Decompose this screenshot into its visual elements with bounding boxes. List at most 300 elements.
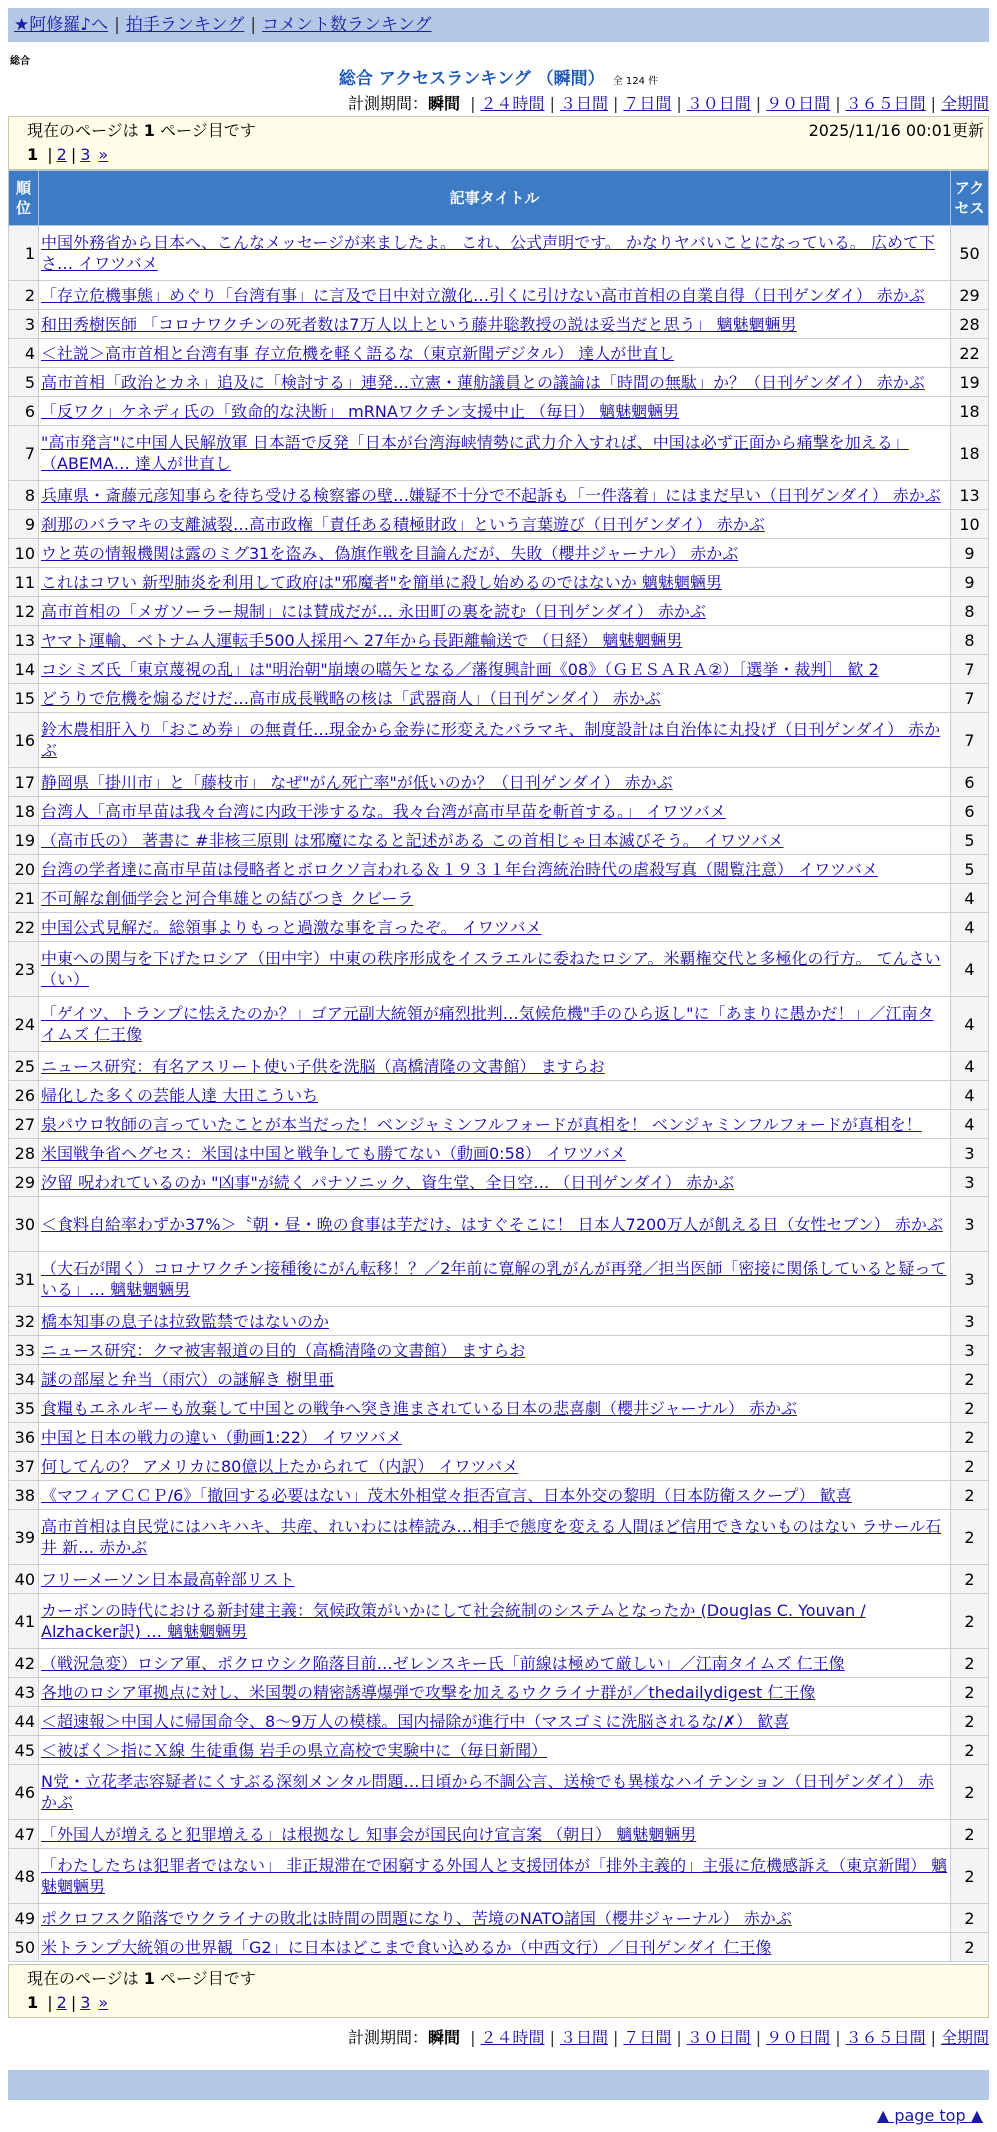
period-separator: | (676, 94, 682, 113)
period-label: 計測期間： (348, 94, 429, 113)
rank-cell: 10 (9, 539, 39, 568)
title-cell (39, 426, 951, 481)
title-cell (39, 1820, 951, 1849)
page-info-number: 1 (143, 1969, 155, 1988)
page-info-suffix: ページ目です (160, 1969, 256, 1988)
article-link[interactable]: これはコワい 新型肺炎を利用して政府は"邪魔者"を簡単に殺し始めるのではないか 魑魅魍魎男 (41, 572, 722, 592)
article-link[interactable]: 帰化した多くの芸能人達 大田こういち (41, 1085, 319, 1105)
access-count-cell: 2 (951, 1510, 989, 1565)
title-cell (39, 684, 951, 713)
article-link[interactable]: （高市氏の） 著書に #非核三原則 は邪魔になると記述がある この首相じゃ日本滅びそう。 イワツバメ (41, 830, 784, 850)
article-link[interactable]: ＜被ばく＞指にＸ線 生徒重傷 岩手の県立高校で実験中に（毎日新聞） (41, 1740, 548, 1760)
table-row (9, 339, 989, 368)
access-count-cell: 19 (951, 368, 989, 397)
table-row (9, 1394, 989, 1423)
access-count-cell: 6 (951, 797, 989, 826)
access-count-cell: 4 (951, 1081, 989, 1110)
rank-cell: 15 (9, 684, 39, 713)
rank-cell: 18 (9, 797, 39, 826)
access-count-cell: 4 (951, 997, 989, 1052)
article-link[interactable]: 米トランプ大統領の世界観「G2」に日本はどこまで食い込めるか（中西文行）／日刊ゲンダイ 仁王像 (41, 1937, 772, 1957)
rank-cell: 19 (9, 826, 39, 855)
table-row (9, 1510, 989, 1565)
title-cell (39, 1081, 951, 1110)
table-row (9, 1481, 989, 1510)
page-info-box-bottom (8, 1964, 989, 2018)
period-link-6[interactable]: 全期間 (940, 94, 989, 113)
title-cell (39, 1510, 951, 1565)
table-row (9, 655, 989, 684)
period-separator: | (470, 2028, 476, 2047)
period-link-2[interactable]: ７日間 (623, 2028, 672, 2047)
rank-cell: 22 (9, 913, 39, 942)
period-link-5[interactable]: ３６５日間 (845, 2028, 926, 2047)
rank-cell: 45 (9, 1736, 39, 1765)
rank-cell: 39 (9, 1510, 39, 1565)
rank-cell: 49 (9, 1904, 39, 1933)
table-row (9, 1197, 989, 1252)
nav-separator: | (250, 15, 257, 35)
article-link[interactable]: 静岡県「掛川市」と「藤枝市」 なぜ"がん死亡率"が低いのか？（日刊ゲンダイ） 赤かぶ (41, 772, 673, 792)
period-link-2[interactable]: ７日間 (623, 94, 672, 113)
title-cell (39, 1707, 951, 1736)
page-info-number: 1 (143, 121, 155, 140)
table-row (9, 1820, 989, 1849)
article-link[interactable]: フリーメーソン日本最高幹部リスト (41, 1569, 295, 1589)
table-row (9, 1307, 989, 1336)
nav-link-applause-ranking[interactable]: 拍手ランキング (125, 15, 245, 35)
article-link[interactable]: 鈴木農相肝入り「おこめ券」の無責任…現金から金券に形変えたバラマキ、制度設計は自治体に丸投げ（日刊ゲンダイ） 赤かぶ (41, 720, 941, 760)
article-link[interactable]: （戦況急変）ロシア軍、ポクロウシク陥落目前…ゼレンスキー氏「前線は極めて厳しい」／江南タイムズ 仁王像 (41, 1653, 845, 1673)
period-link-0[interactable]: ２４時間 (480, 2028, 545, 2047)
article-link[interactable]: ＜食料自給率わずか37%＞〝朝・昼・晩の食事は芋だけ〟はすぐそこに！ 日本人7200万人が飢える日（女性セブン） 赤かぶ (41, 1214, 943, 1234)
rank-cell: 25 (9, 1052, 39, 1081)
access-count-cell: 9 (951, 539, 989, 568)
access-count-cell: 2 (951, 1423, 989, 1452)
table-row (9, 826, 989, 855)
nav-separator: | (114, 15, 120, 35)
title-cell (39, 1649, 951, 1678)
rank-cell: 5 (9, 368, 39, 397)
access-count-cell: 7 (951, 655, 989, 684)
pager (27, 142, 984, 167)
access-count-cell: 3 (951, 1307, 989, 1336)
period-link-4[interactable]: ９０日間 (766, 2028, 831, 2047)
header-rank: 順 位 (9, 171, 39, 226)
rank-cell: 8 (9, 481, 39, 510)
article-link[interactable]: 高市首相「政治とカネ」追及に「検討する」連発…立憲・蓮舫議員との議論は「時間の無駄」か？（日刊ゲンダイ） 赤かぶ (41, 372, 925, 392)
period-link-0[interactable]: ２４時間 (480, 94, 545, 113)
rank-cell: 13 (9, 626, 39, 655)
period-separator: | (930, 94, 936, 113)
rank-cell: 4 (9, 339, 39, 368)
rank-cell: 24 (9, 997, 39, 1052)
article-link[interactable]: 食糧もエネルギーも放棄して中国との戦争へ突き進まされている日本の悲喜劇（櫻井ジャーナル） 赤かぶ (41, 1398, 797, 1418)
title-cell (39, 1765, 951, 1820)
title-cell (39, 1252, 951, 1307)
article-link[interactable]: 謎の部屋と弁当（雨穴）の謎解き 樹里亜 (41, 1369, 335, 1389)
period-selector-bottom (8, 2026, 989, 2050)
access-count-cell: 2 (951, 1565, 989, 1594)
table-row (9, 1110, 989, 1139)
table-row (9, 1736, 989, 1765)
rank-cell: 2 (9, 281, 39, 310)
page-top-link[interactable]: ▲ page top ▲ (876, 2106, 983, 2125)
access-count-cell: 18 (951, 397, 989, 426)
table-row (9, 1765, 989, 1820)
page-info-prefix: 現在のページは (27, 1969, 139, 1988)
article-link[interactable]: 高市首相は自民党にはハキハキ、共産、れいわには棒読み…相手で態度を変える人間ほど信用できないものはない ラサール石井 新… 赤かぶ (41, 1517, 942, 1557)
table-row (9, 1565, 989, 1594)
rank-cell: 29 (9, 1168, 39, 1197)
rank-cell: 6 (9, 397, 39, 426)
title-cell (39, 855, 951, 884)
access-count-cell: 50 (951, 226, 989, 281)
table-row (9, 368, 989, 397)
title-cell (39, 539, 951, 568)
access-count-cell: 2 (951, 1736, 989, 1765)
table-row (9, 1365, 989, 1394)
access-count-cell: 2 (951, 1394, 989, 1423)
access-count-cell: 10 (951, 510, 989, 539)
table-row (9, 1707, 989, 1736)
table-row (9, 481, 989, 510)
title-cell (39, 1849, 951, 1904)
article-link[interactable]: 台湾人「高市早苗は我々台湾に内政干渉するな。我々台湾が高市早苗を斬首する。」 イワツバメ (41, 801, 726, 821)
pager-link-0[interactable]: 2 (56, 145, 67, 164)
period-separator: | (755, 2028, 762, 2047)
table-row (9, 997, 989, 1052)
title-cell (39, 1933, 951, 1962)
table-row (9, 1139, 989, 1168)
title-cell (39, 1594, 951, 1649)
access-count-cell: 4 (951, 942, 989, 997)
footer-bar (8, 2070, 989, 2100)
article-link[interactable]: 泉パウロ牧師の言っていたことが本当だった！ベンジャミンフルフォードが真相を！ ベンジャミンフルフォードが真相を！ (41, 1114, 922, 1134)
ranking-body (9, 226, 989, 1962)
table-row (9, 684, 989, 713)
title-cell (39, 281, 951, 310)
pager-separator: | (70, 145, 77, 164)
table-row (9, 913, 989, 942)
access-count-cell: 3 (951, 1336, 989, 1365)
title-cell (39, 1394, 951, 1423)
table-row (9, 281, 989, 310)
access-count-cell: 2 (951, 1904, 989, 1933)
table-row (9, 1252, 989, 1307)
article-link[interactable]: （大石が聞く）コロナワクチン接種後にがん転移！？／2年前に寛解の乳がんが再発／担当医師「密接に関係していると疑っている」… 魑魅魍魎男 (41, 1259, 947, 1299)
period-link-5[interactable]: ３６５日間 (845, 94, 926, 113)
nav-link-asyura[interactable]: ★阿修羅♪へ (14, 15, 109, 35)
title-cell (39, 1168, 951, 1197)
access-count-cell: 2 (951, 1481, 989, 1510)
title-cell (39, 310, 951, 339)
title-cell (39, 1423, 951, 1452)
article-link[interactable]: 中国外務省から日本へ、こんなメッセージが来ましたよ。 これ、公式声明です。 かなりヤバいことになっている。 広めて下さ… イワツバメ (41, 233, 935, 273)
article-link[interactable]: 不可解な創価学会と河合隼雄との結びつき クビーラ (41, 888, 414, 908)
access-count-cell: 18 (951, 426, 989, 481)
article-link[interactable]: ウと英の情報機関は露のミグ31を盗み、偽旗作戦を目論んだが、失敗（櫻井ジャーナル） 赤かぶ (41, 543, 739, 563)
title-cell (39, 1307, 951, 1336)
pager-current: 1 (27, 145, 39, 164)
title-cell (39, 510, 951, 539)
article-link[interactable]: 和田秀樹医師 「コロナワクチンの死者数は7万人以上という藤井聡教授の説は妥当だと思う」 魑魅魍魎男 (41, 314, 797, 334)
article-link[interactable]: 中東への関与を下げたロシア（田中宇）中東の秩序形成をイスラエルに委ねたロシア。米覇権交代と多極化の行方。 てんさい（い） (41, 949, 941, 989)
rank-cell: 31 (9, 1252, 39, 1307)
period-link-4[interactable]: ９０日間 (766, 94, 831, 113)
title-cell (39, 1481, 951, 1510)
access-count-cell: 4 (951, 884, 989, 913)
period-selector (8, 92, 989, 116)
title-cell (39, 997, 951, 1052)
title-cell (39, 1452, 951, 1481)
access-count-cell: 5 (951, 855, 989, 884)
article-link[interactable]: ＜社説＞高市首相と台湾有事 存立危機を軽く語るな（東京新聞デジタル） 達人が世直し (41, 343, 675, 363)
article-link[interactable]: ヤマト運輸、ベトナム人運転手500人採用へ 27年から長距離輸送で （日経） 魑魅魍魎男 (41, 630, 683, 650)
rank-cell: 17 (9, 768, 39, 797)
page-info-line-bottom (27, 1965, 984, 1990)
table-row (9, 626, 989, 655)
rank-cell: 9 (9, 510, 39, 539)
title-cell (39, 655, 951, 684)
title-cell (39, 942, 951, 997)
article-link[interactable]: 「ゲイツ、トランプに怯えたのか？」ゴア元副大統領が痛烈批判…気候危機"手のひら返し"に「あまりに愚かだ！」／江南タイムズ 仁王像 (41, 1004, 934, 1044)
table-row (9, 855, 989, 884)
rank-cell: 46 (9, 1765, 39, 1820)
access-count-cell: 7 (951, 684, 989, 713)
rank-cell: 7 (9, 426, 39, 481)
article-link[interactable]: 台湾の学者達に高市早苗は侵略者とボロクソ言われる＆１９３１年台湾統治時代の虐殺写真（閲覧注意） イワツバメ (41, 859, 878, 879)
article-link[interactable]: 中国と日本の戦力の違い（動画1:22） イワツバメ (41, 1427, 402, 1447)
article-link[interactable]: 各地のロシア軍拠点に対し、米国製の精密誘導爆弾で攻撃を加えるウクライナ群が／thedailydigest 仁王像 (41, 1682, 816, 1702)
table-row (9, 1168, 989, 1197)
article-link[interactable]: カーボンの時代における新封建主義：気候政策がいかにして社会統制のシステムとなったか (Douglas C. Youvan / Alzhacker訳) … 魑魅魍魎男 (41, 1601, 866, 1641)
access-count-cell: 4 (951, 1052, 989, 1081)
title-cell (39, 768, 951, 797)
rank-cell: 23 (9, 942, 39, 997)
table-row (9, 942, 989, 997)
access-count-cell: 4 (951, 913, 989, 942)
period-separator: | (470, 94, 476, 113)
article-link[interactable]: 何してんの？ アメリカに80億以上たかられて（内訳） イワツバメ (41, 1456, 519, 1476)
access-count-cell: 2 (951, 1452, 989, 1481)
title-cell (39, 1904, 951, 1933)
period-separator: | (676, 2028, 682, 2047)
page-heading (8, 66, 989, 92)
period-separator: | (835, 2028, 841, 2047)
article-link[interactable]: ポクロフスク陥落でウクライナの敗北は時間の問題になり、苦境のNATO諸国（櫻井ジャーナル） 赤かぶ (41, 1908, 792, 1928)
title-cell (39, 1110, 951, 1139)
page-info-suffix: ページ目です (160, 121, 256, 140)
article-link[interactable]: 「存立危機事態」めぐり「台湾有事」に言及で日中対立激化…引くに引けない高市首相の自業自得（日刊ゲンダイ） 赤かぶ (41, 285, 925, 305)
title-cell (39, 568, 951, 597)
table-row (9, 1933, 989, 1962)
period-separator: | (835, 94, 841, 113)
rank-cell: 11 (9, 568, 39, 597)
access-count-cell: 9 (951, 568, 989, 597)
access-count-cell: 8 (951, 597, 989, 626)
period-link-1[interactable]: ３日間 (559, 2028, 608, 2047)
title-cell (39, 626, 951, 655)
title-cell (39, 1139, 951, 1168)
rank-cell: 21 (9, 884, 39, 913)
article-link[interactable]: どうりで危機を煽るだけだ…高市成長戦略の核は「武器商人」（日刊ゲンダイ） 赤かぶ (41, 688, 661, 708)
title-cell (39, 1736, 951, 1765)
access-count-cell: 6 (951, 768, 989, 797)
article-link[interactable]: 刹那のバラマキの支離滅裂…高市政権「責任ある積極財政」という言葉遊び（日刊ゲンダイ） 赤かぶ (41, 514, 765, 534)
table-row (9, 539, 989, 568)
access-count-cell: 3 (951, 1252, 989, 1307)
updated-timestamp: 2025/11/16 00:01更新 (808, 121, 984, 140)
nav-link-comment-ranking[interactable]: コメント数ランキング (262, 15, 432, 35)
access-count-cell: 2 (951, 1820, 989, 1849)
pager-link-0[interactable]: 2 (56, 1993, 67, 2012)
article-link[interactable]: 《マフィアＣＣＰ/6》「撤回する必要はない」茂木外相堂々拒否宣言、日本外交の黎明（日本防衛スクープ） 歓喜 (41, 1485, 852, 1505)
period-separator: | (612, 2028, 619, 2047)
table-row (9, 768, 989, 797)
title-cell (39, 1197, 951, 1252)
access-count-cell: 2 (951, 1649, 989, 1678)
title-cell (39, 826, 951, 855)
period-current: 瞬間 (428, 94, 461, 113)
table-row (9, 226, 989, 281)
access-count-cell: 28 (951, 310, 989, 339)
table-row (9, 397, 989, 426)
pager-link-1[interactable]: 3 (80, 145, 91, 164)
pager-link-1[interactable]: 3 (80, 1993, 91, 2012)
rank-cell: 47 (9, 1820, 39, 1849)
page-title: 総合 アクセスランキング （瞬間） (338, 69, 605, 89)
title-cell (39, 397, 951, 426)
title-cell (39, 1052, 951, 1081)
period-separator: | (930, 2028, 936, 2047)
title-cell (39, 913, 951, 942)
period-link-6[interactable]: 全期間 (940, 2028, 989, 2047)
title-cell (39, 1565, 951, 1594)
rank-cell: 14 (9, 655, 39, 684)
title-cell (39, 339, 951, 368)
article-link[interactable]: 「わたしたちは犯罪者ではない」 非正規滞在で困窮する外国人と支援団体が「排外主義的」主張に危機感訴え（東京新聞） 魑魅魍魎男 (41, 1856, 948, 1896)
table-row (9, 597, 989, 626)
access-count-cell: 7 (951, 713, 989, 768)
table-row (9, 568, 989, 597)
rank-cell: 34 (9, 1365, 39, 1394)
rank-cell: 27 (9, 1110, 39, 1139)
rank-cell: 42 (9, 1649, 39, 1678)
article-link[interactable]: 「外国人が増えると犯罪増える」は根拠なし 知事会が国民向け宣言案 （朝日） 魑魅魍魎男 (41, 1824, 697, 1844)
period-link-3[interactable]: ３０日間 (686, 94, 751, 113)
table-row (9, 426, 989, 481)
rank-cell: 48 (9, 1849, 39, 1904)
title-cell (39, 597, 951, 626)
access-count-cell: 2 (951, 1849, 989, 1904)
rank-cell: 35 (9, 1394, 39, 1423)
article-link[interactable]: N党・立花孝志容疑者にくすぶる深刻メンタル問題…日頃から不調公言、送検でも異様なハイテンション（日刊ゲンダイ） 赤かぶ (41, 1772, 934, 1812)
rank-cell: 30 (9, 1197, 39, 1252)
rank-cell: 32 (9, 1307, 39, 1336)
access-count-cell: 29 (951, 281, 989, 310)
period-separator: | (755, 94, 762, 113)
title-cell (39, 481, 951, 510)
article-link[interactable]: 「反ワク」ケネディ氏の「致命的な決断」 mRNAワクチン支援中止 （毎日） 魑魅魍魎男 (41, 401, 680, 421)
rank-cell: 43 (9, 1678, 39, 1707)
access-count-cell: 2 (951, 1765, 989, 1820)
pager-link-2[interactable]: » (98, 1993, 109, 2012)
rank-cell: 36 (9, 1423, 39, 1452)
category-label: 総合 (10, 56, 30, 67)
article-link[interactable]: 橋本知事の息子は拉致監禁ではないのか (41, 1311, 330, 1331)
access-count-cell: 3 (951, 1139, 989, 1168)
access-count-cell: 3 (951, 1168, 989, 1197)
article-link[interactable]: 米国戦争省ヘグセス：米国は中国と戦争しても勝てない（動画0:58） イワツバメ (41, 1143, 626, 1163)
access-count-cell: 2 (951, 1594, 989, 1649)
rank-cell: 37 (9, 1452, 39, 1481)
article-link[interactable]: コシミズ氏「東京蔑視の乱」は"明治朝"崩壊の嚆矢となる／藩復興計画《08》（ＧＥＳＡＲＡ②）［選挙・裁判］ 歓 2 (41, 659, 879, 679)
title-cell (39, 797, 951, 826)
access-count-cell: 2 (951, 1678, 989, 1707)
access-count-cell: 4 (951, 1110, 989, 1139)
table-row (9, 310, 989, 339)
article-link[interactable]: 中国公式見解だ。総領事よりもっと過激な事を言ったぞ。 イワツバメ (41, 917, 542, 937)
article-link[interactable]: ＜超速報＞中国人に帰国命令、8～9万人の模様。国内掃除が進行中（マスゴミに洗脳されるな/✗） 歓喜 (41, 1711, 790, 1731)
table-row (9, 1052, 989, 1081)
title-cell (39, 1365, 951, 1394)
article-link[interactable]: ニュース研究：有名アスリート使い子供を洗脳（高橋清隆の文書館） ますらお (41, 1056, 605, 1076)
period-link-1[interactable]: ３日間 (559, 94, 608, 113)
pager-separator: | (47, 1993, 53, 2012)
rank-cell: 44 (9, 1707, 39, 1736)
pager-bottom (27, 1990, 984, 2015)
table-row (9, 1081, 989, 1110)
rank-cell: 26 (9, 1081, 39, 1110)
title-cell (39, 1678, 951, 1707)
period-label: 計測期間： (348, 2028, 429, 2047)
period-current: 瞬間 (428, 2028, 461, 2047)
table-row (9, 713, 989, 768)
period-link-3[interactable]: ３０日間 (686, 2028, 751, 2047)
article-link[interactable]: 高市首相の「メガソーラー規制」には賛成だが… 永田町の裏を読む（日刊ゲンダイ） 赤かぶ (41, 601, 706, 621)
pager-link-2[interactable]: » (98, 145, 109, 164)
access-count-cell: 13 (951, 481, 989, 510)
article-link[interactable]: ニュース研究：クマ被害報道の目的（高橋清隆の文書館） ますらお (41, 1340, 526, 1360)
access-count-cell: 22 (951, 339, 989, 368)
table-row (9, 1904, 989, 1933)
article-link[interactable]: 汐留 呪われているのか "凶事"が続く パナソニック、資生堂、全日空… （日刊ゲンダイ） 赤かぶ (41, 1172, 735, 1192)
table-row (9, 1649, 989, 1678)
article-link[interactable]: "高市発言"に中国人民解放軍 日本語で反発「日本が台湾海峡情勢に武力介入すれば、中国は必ず正面から痛撃を加える」（ABEMA… 達人が世直し (41, 433, 909, 473)
rank-cell: 28 (9, 1139, 39, 1168)
article-link[interactable]: 兵庫県・斎藤元彦知事らを待ち受ける検察審の壁…嫌疑不十分で不起訴も「一件落着」にはまだ早い（日刊ゲンダイ） 赤かぶ (41, 485, 941, 505)
title-cell (39, 226, 951, 281)
rank-cell: 41 (9, 1594, 39, 1649)
table-row (9, 797, 989, 826)
rank-cell: 12 (9, 597, 39, 626)
access-count-cell: 5 (951, 826, 989, 855)
rank-cell: 40 (9, 1565, 39, 1594)
table-row (9, 1678, 989, 1707)
title-cell (39, 713, 951, 768)
pager-separator: | (47, 145, 53, 164)
table-row (9, 510, 989, 539)
access-count-cell: 2 (951, 1933, 989, 1962)
access-count-cell: 8 (951, 626, 989, 655)
access-count-cell: 2 (951, 1365, 989, 1394)
table-header-row (9, 171, 989, 226)
page-info-box (8, 116, 989, 170)
period-separator: | (549, 2028, 555, 2047)
rank-cell: 20 (9, 855, 39, 884)
table-row (9, 1594, 989, 1649)
